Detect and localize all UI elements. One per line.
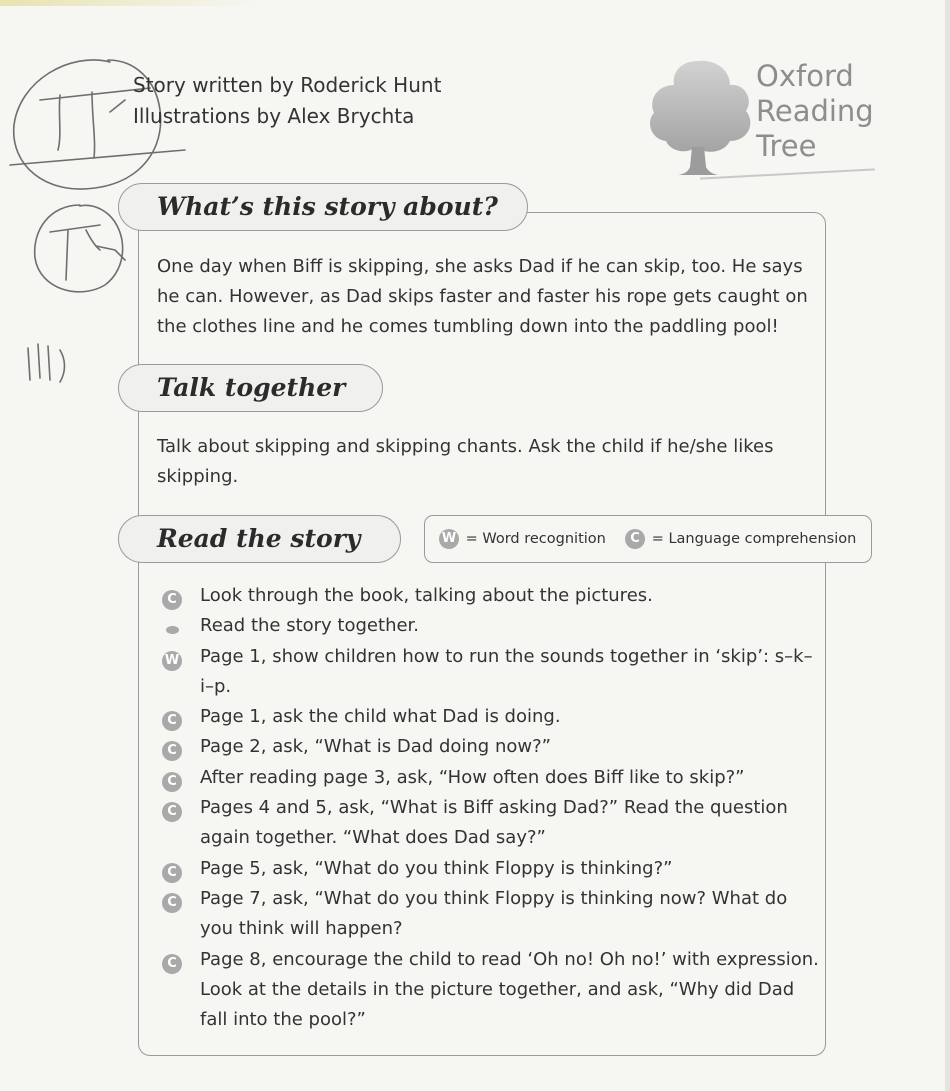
- list-item: [158, 945, 823, 1036]
- word-recognition-label: = Word recognition: [465, 531, 606, 547]
- list-item: [158, 642, 823, 703]
- bullet-dot-icon: [166, 626, 179, 634]
- list-item: [158, 702, 823, 732]
- word-recognition-icon: W: [439, 529, 459, 549]
- list-item: [158, 611, 823, 641]
- logo-wordmark: [756, 59, 874, 164]
- list-item: [158, 793, 823, 854]
- talk-text: Talk about skipping and skipping chants. Ask the child if he/she likes skipping.: [157, 436, 774, 487]
- step-text: After reading page 3, ask, “How often does Biff like to skip?”: [200, 766, 745, 788]
- comprehension-badge-icon: C: [162, 802, 182, 822]
- section-heading-talk: Talk together: [118, 364, 383, 412]
- step-text: Page 1, show children how to run the sounds together in ‘skip’: s–k–i–p.: [200, 645, 813, 697]
- section-heading-read: Read the story: [118, 515, 401, 563]
- list-item: [158, 854, 823, 884]
- step-text: Read the story together.: [200, 615, 420, 637]
- list-item: [158, 763, 823, 793]
- comprehension-badge-icon: C: [162, 711, 182, 731]
- comprehension-badge-icon: C: [162, 893, 182, 913]
- oxford-reading-tree-logo: [640, 55, 880, 190]
- credits: [133, 70, 441, 132]
- comprehension-badge-icon: C: [162, 954, 182, 974]
- section-heading-about: What’s this story about?: [118, 183, 528, 231]
- author-credit: Story written by Roderick Hunt: [133, 73, 442, 97]
- step-text: Page 8, encourage the child to read ‘Oh no! Oh no!’ with expression. Look at the details in the picture together, and ask, “Why did Dad fall into the pool?”: [200, 948, 819, 1031]
- comprehension-badge-icon: C: [162, 590, 182, 610]
- language-comprehension-label: = Language comprehension: [651, 531, 857, 547]
- tree-icon: [640, 55, 770, 180]
- step-text: Page 7, ask, “What do you think Floppy is thinking now? What do you think will happen?: [200, 887, 788, 940]
- logo-line-oxford: Oxford: [756, 59, 854, 93]
- comprehension-badge-icon: C: [162, 741, 182, 761]
- comprehension-badge-icon: C: [162, 863, 182, 883]
- logo-line-reading: Reading: [756, 94, 874, 128]
- about-text: One day when Biff is skipping, she asks Dad if he can skip, too. He says he can. However, as Dad skips faster and faster his rope gets caught on the clothes line and he comes tumbling down into the paddling pool!: [157, 256, 808, 337]
- comprehension-badge-icon: C: [162, 772, 182, 792]
- list-item: [158, 581, 823, 611]
- list-item: [158, 884, 823, 945]
- step-text: Page 1, ask the child what Dad is doing.: [200, 706, 561, 728]
- logo-line-tree: Tree: [756, 129, 817, 163]
- step-text: Pages 4 and 5, ask, “What is Biff asking Dad?” Read the question again together. “What does Dad say?”: [200, 797, 788, 849]
- word-badge-icon: W: [162, 651, 182, 671]
- step-text: Page 2, ask, “What is Dad doing now?”: [200, 736, 551, 758]
- step-text: Page 5, ask, “What do you think Floppy is thinking?”: [200, 857, 673, 879]
- reading-steps-list: [158, 581, 823, 1035]
- page-edge: [945, 0, 950, 1091]
- illustrator-credit: Illustrations by Alex Brychta: [133, 104, 415, 128]
- step-text: Look through the book, talking about the pictures.: [200, 585, 653, 606]
- list-item: [158, 732, 823, 762]
- key-legend: [424, 515, 872, 563]
- language-comprehension-icon: C: [625, 529, 645, 549]
